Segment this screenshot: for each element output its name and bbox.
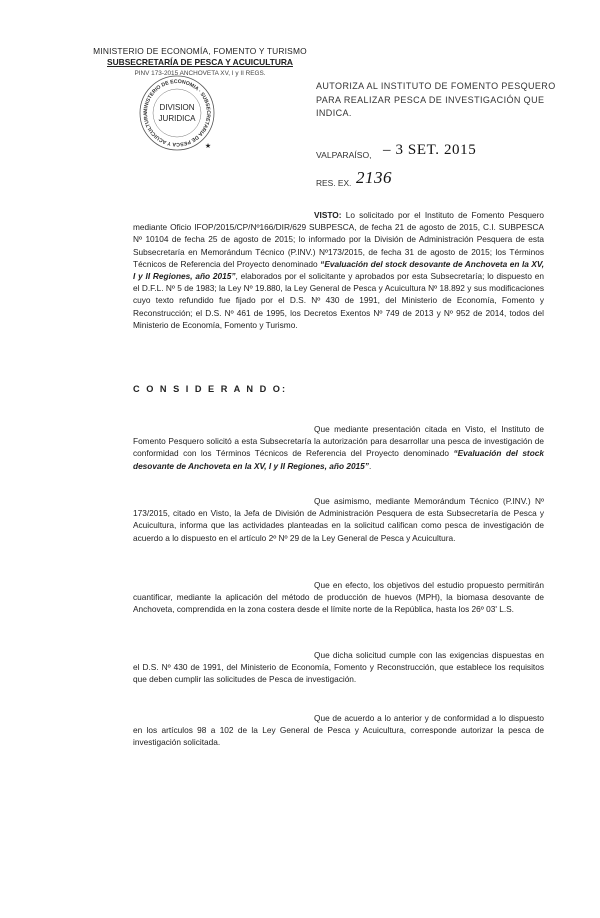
reference-code: PINV 173-2015 ANCHOVETA XV, I y II REGS. [134, 70, 266, 77]
resolution-number: 2136 [356, 168, 392, 187]
considerando-paragraph-5 [133, 712, 544, 749]
star-icon: ★ [204, 142, 212, 150]
considerando-2-text: Que asimismo, mediante Memorándum Técnico (P.INV.) Nº 173/2015, citado en Visto, la Jefa de División de Administración Pesquera de esta Subsecretaría de Pesca y Acuicultura, informa que las actividades planteadas en la solicitud califican como pesca de investigación de acuerdo a lo dispuesto en el artículo 2º Nº 29 de la Ley General de Pesca y Acuicultura. [133, 496, 544, 543]
considerando-heading: C O N S I D E R A N D O: [133, 384, 288, 394]
seal-center-line2: JURIDICA [158, 114, 196, 123]
considerando-5-text: Que de acuerdo a lo anterior y de conformidad a lo dispuesto en los artículos 98 a 102 de la Ley General de Pesca y Acuicultura, corresponde autorizar la pesca de investigación solicitada. [133, 713, 544, 748]
division-juridica-seal [138, 74, 216, 152]
considerando-1-project-name: “Evaluación del stock desovante de Anchoveta en la XV, I y II Regiones, año 2015” [133, 448, 544, 471]
visto-label: VISTO: [314, 210, 342, 220]
considerando-paragraph-2 [133, 495, 544, 544]
resolution-date: – 3 SET. 2015 [383, 142, 477, 158]
considerando-4-text: Que dicha solicitud cumple con las exigencias dispuestas en el D.S. Nº 430 de 1991, del Ministerio de Economía, Fomento y Reconstrucción, que establece los requisitos que deben cumplir las solicitudes de Pesca de investigación. [133, 650, 544, 685]
visto-section [133, 209, 544, 331]
visto-paragraph [133, 209, 544, 331]
seal-ring-text: MINISTERIO DE ECONOMIA · SUBSECRETARIA DE PESCA Y ACUICULTURA [142, 78, 212, 148]
resolution-number-row [316, 170, 556, 194]
considerando-1-text: Que mediante presentación citada en Visto, el Instituto de Fomento Pesquero solicitó a esta Subsecretaría la autorización para desarrollar una pesca de investigación de conformidad con los Términos Técnicos de Referencia del Proyecto denominado [133, 424, 544, 459]
considerando-paragraph-4 [133, 649, 544, 686]
considerando-paragraph-1 [133, 423, 544, 472]
resolution-subject: AUTORIZA AL INSTITUTO DE FOMENTO PESQUERO PARA REALIZAR PESCA DE INVESTIGACIÓN QUE INDICA. [316, 81, 556, 119]
considerando-3-text: Que en efecto, los objetivos del estudio propuesto permitirán cuantificar, mediante la aplicación del método de producción de huevos (MPH), la biomasa desovante de Anchoveta, comprendida en la zona costera desde el límite norte de la República, hasta los 26º 03' L.S. [133, 580, 544, 615]
resolution-number-label: RES. EX. [316, 178, 352, 188]
place-label: VALPARAÍSO, [316, 150, 372, 160]
visto-project-name: “Evaluación del stock desovante de Anchoveta en la XV, I y II Regiones, año 2015” [133, 258, 544, 282]
date-row [316, 142, 556, 166]
seal-center-line1: DIVISION [159, 103, 195, 112]
ministry-name: MINISTERIO DE ECONOMÍA, FOMENTO Y TURISMO [93, 46, 307, 56]
considerando-1-end: . [368, 460, 372, 471]
visto-text-2: , elaborados por el solicitante y aprobados por esta Subsecretaría; lo dispuesto en el D.F.L. Nº 5 de 1983; la Ley Nº 19.880, la Ley General de Pesca y Acuicultura Nº 18.892 y sus modificaciones cuyo texto refundido fue fijado por el D.S. Nº 430 de 1991, del Ministerio de Economía, Fomento y Reconstrucción; el D.S. Nº 461 de 1995, los Decretos Exentos Nº 749 de 2013 y Nº 952 de 2014, todos del Ministerio de Economía, Fomento y Turismo. [133, 271, 545, 330]
subsecretaria-name: SUBSECRETARÍA DE PESCA Y ACUICULTURA [107, 57, 293, 67]
considerando-paragraph-3 [133, 579, 544, 616]
visto-text-1: Lo solicitado por el Instituto de Fomento Pesquero mediante Oficio IFOP/2015/CP/Nº166/DIR/629 SUBPESCA, de fecha 21 de agosto de 2015, C.I. SUBPESCA Nº 10104 de fecha 25 de agosto de 2015; lo informado por la División de Administración Pesquera de esta Subsecretaría en Memorándum Técnico (P.INV.) Nº173/2015, de fecha 31 de agosto de 2015; los Términos Técnicos de Referencia del Proyecto denominado [133, 210, 544, 269]
